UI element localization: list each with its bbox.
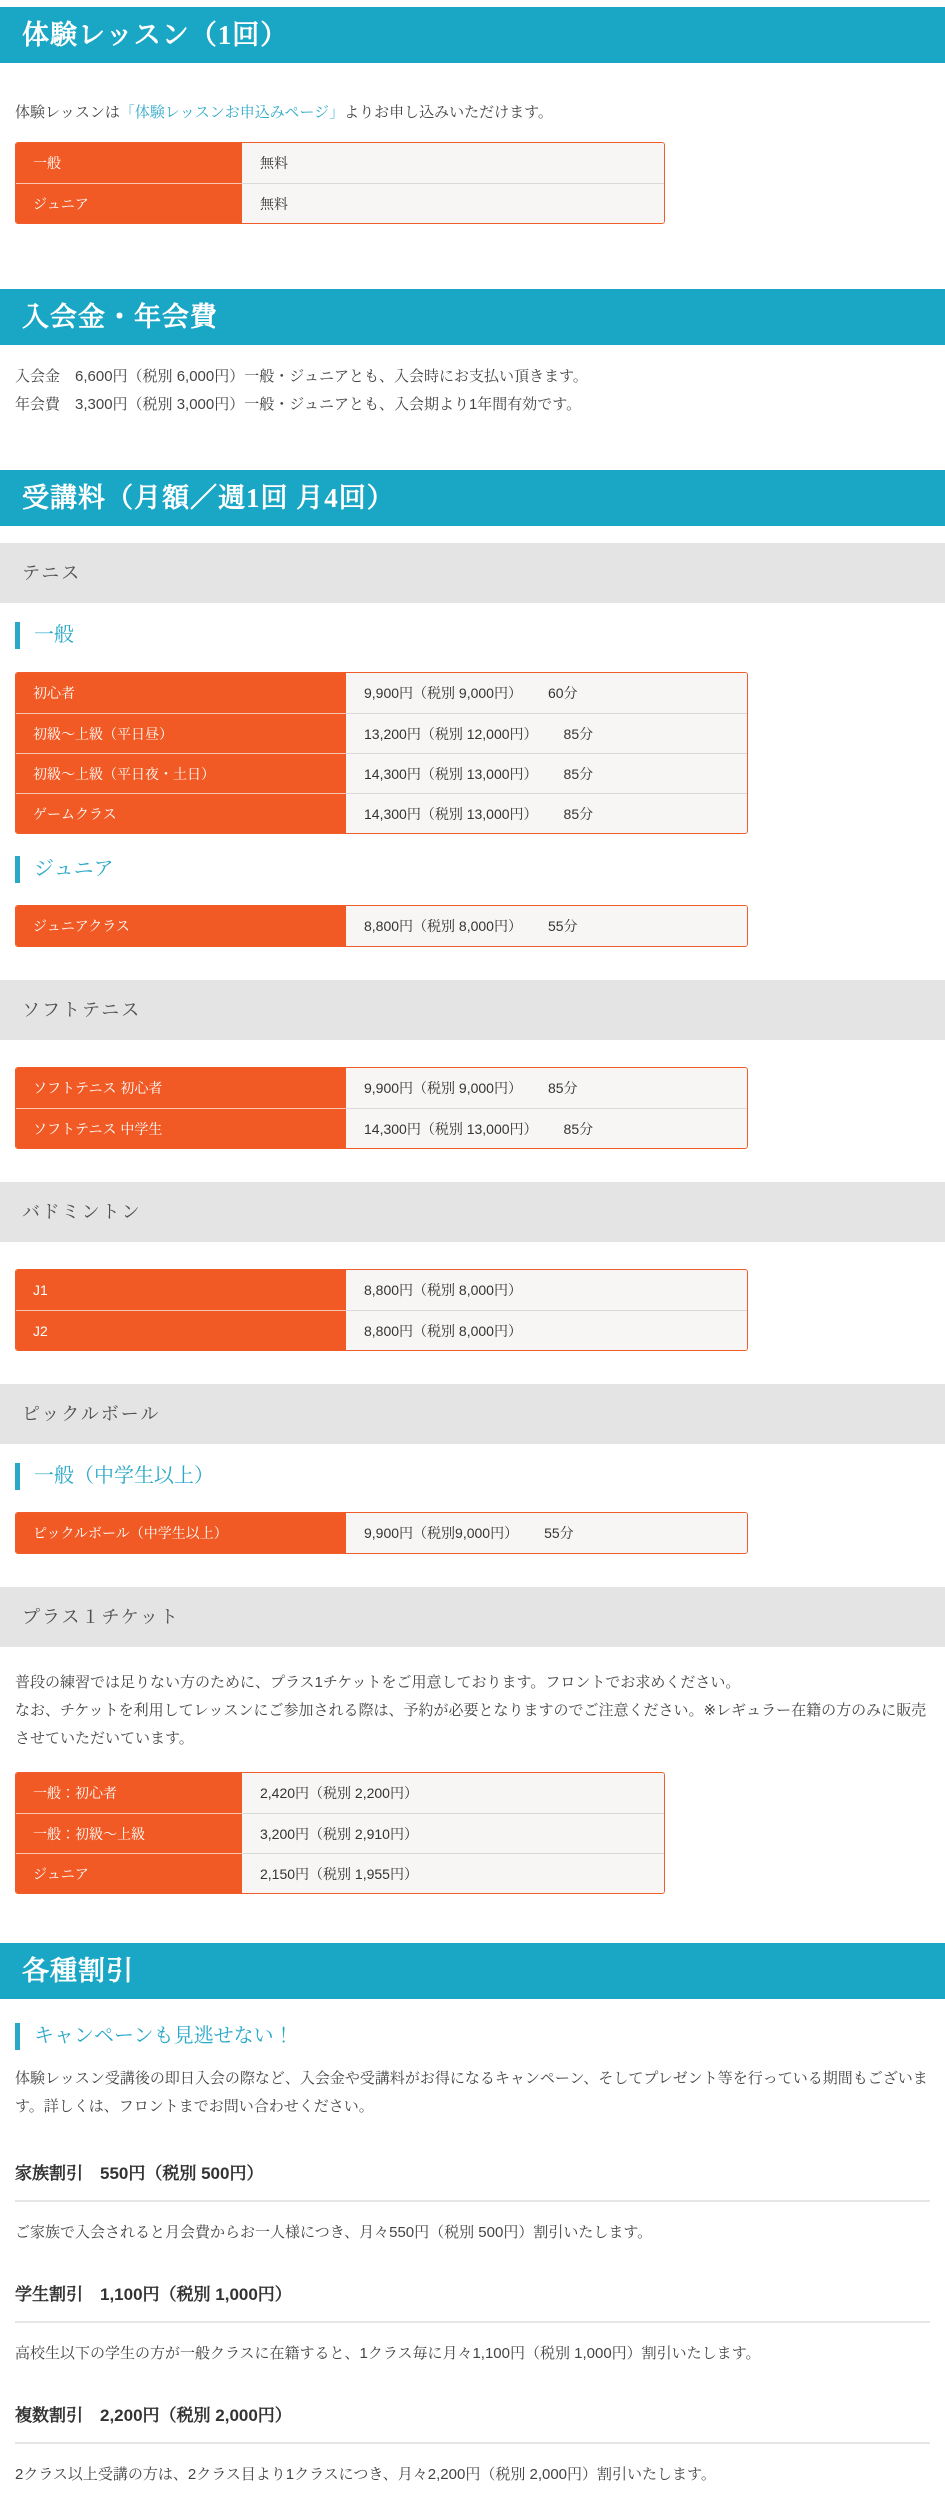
table-row bbox=[16, 1068, 747, 1108]
table-row bbox=[16, 183, 664, 223]
row-label: 初心者 bbox=[16, 673, 346, 713]
row-value bbox=[346, 753, 747, 793]
category-bar-plus-one-ticket: プラス１チケット bbox=[0, 1587, 945, 1647]
row-price: 14,300円（税別 13,000円） bbox=[364, 805, 538, 822]
row-value bbox=[346, 673, 747, 713]
soft-tennis-price-table bbox=[15, 1067, 748, 1149]
row-label: ジュニアクラス bbox=[16, 906, 346, 946]
section-header-membership: 入会金・年会費 bbox=[0, 289, 945, 345]
table-row bbox=[16, 713, 747, 753]
row-value bbox=[242, 1853, 664, 1893]
row-label: 初級～上級（平日昼） bbox=[16, 713, 346, 753]
table-row bbox=[16, 1108, 747, 1148]
row-price: 9,900円（税別 9,000円） bbox=[364, 1080, 522, 1096]
row-label: 一般：初心者 bbox=[16, 1773, 242, 1813]
table-row bbox=[16, 1853, 664, 1893]
row-price: 2,150円（税別 1,955円） bbox=[260, 1865, 418, 1882]
discount-divider bbox=[15, 2200, 930, 2202]
row-label: ソフトテニス 初心者 bbox=[16, 1068, 346, 1108]
row-label: ピックルボール（中学生以上） bbox=[16, 1513, 346, 1553]
trial-apply-link[interactable]: 「体験レッスンお申込みページ」 bbox=[119, 104, 345, 121]
row-duration: 55分 bbox=[544, 1525, 574, 1541]
sub-heading-campaign: キャンペーンも見逃せない！ bbox=[15, 2023, 945, 2050]
row-price: 8,800円（税別 8,000円） bbox=[364, 1282, 522, 1298]
discount-divider bbox=[15, 2321, 930, 2323]
discount-item-desc: ご家族で入会されると月会費からお一人様につき、月々550円（税別 500円）割引いたします。 bbox=[15, 2224, 653, 2241]
row-price: 13,200円（税別 12,000円） bbox=[364, 725, 538, 742]
row-price: 無料 bbox=[260, 155, 288, 171]
membership-paragraph bbox=[15, 363, 930, 419]
tennis-general-price-table bbox=[15, 672, 748, 834]
row-value bbox=[346, 1513, 747, 1553]
discount-item-desc: 高校生以下の学生の方が一般クラスに在籍すると、1クラス毎に月々1,100円（税別 1,000円）割引いたします。 bbox=[15, 2345, 761, 2362]
row-price: 無料 bbox=[260, 195, 288, 212]
row-price: 14,300円（税別 13,000円） bbox=[364, 1120, 538, 1137]
row-duration: 85分 bbox=[563, 1120, 594, 1137]
row-price: 14,300円（税別 13,000円） bbox=[364, 765, 538, 782]
row-value bbox=[346, 1270, 747, 1310]
table-row bbox=[16, 1773, 664, 1813]
discount-divider bbox=[15, 2442, 930, 2444]
row-value bbox=[346, 906, 747, 946]
row-label: ゲームクラス bbox=[16, 793, 346, 833]
row-duration: 60分 bbox=[547, 685, 578, 701]
category-bar-soft-tennis: ソフトテニス bbox=[0, 980, 945, 1040]
table-row bbox=[16, 1270, 747, 1310]
category-bar-pickleball: ピックルボール bbox=[0, 1384, 945, 1444]
row-label: J1 bbox=[16, 1270, 346, 1310]
trial-intro-after: よりお申し込みいただけます。 bbox=[344, 104, 553, 121]
discount-item-title: 家族割引 550円（税別 500円） bbox=[15, 2164, 264, 2183]
row-value bbox=[346, 793, 747, 833]
section-header-tuition: 受講料（月額／週1回 月4回） bbox=[0, 470, 945, 526]
section-header-discounts: 各種割引 bbox=[0, 1943, 945, 1999]
row-label: 初級～上級（平日夜・土日） bbox=[16, 753, 346, 793]
discount-item-title: 学生割引 1,100円（税別 1,000円） bbox=[15, 2285, 292, 2304]
tennis-junior-price-table bbox=[15, 905, 748, 947]
row-duration: 85分 bbox=[547, 1080, 578, 1096]
table-row bbox=[16, 1513, 747, 1553]
table-row bbox=[16, 753, 747, 793]
plus-one-line: なお、チケットを利用してレッスンにご参加される際は、予約が必要となりますのでご注意ください。※レギュラー在籍の方のみに販売させていただいています。 bbox=[15, 1702, 927, 1747]
row-label: ジュニア bbox=[16, 183, 242, 223]
row-label: ソフトテニス 中学生 bbox=[16, 1108, 346, 1148]
table-row bbox=[16, 1310, 747, 1350]
row-duration: 55分 bbox=[547, 918, 578, 934]
plus-one-line: 普段の練習では足りない方のために、プラス1チケットをご用意しております。フロントでお求めください。 bbox=[15, 1674, 741, 1691]
row-value bbox=[242, 183, 664, 223]
row-price: 2,420円（税別 2,200円） bbox=[260, 1785, 418, 1801]
row-value bbox=[242, 1773, 664, 1813]
membership-line: 入会金 6,600円（税別 6,000円）一般・ジュニアとも、入会時にお支払い頂きます。 bbox=[15, 368, 588, 385]
trial-intro-before: 体験レッスンは bbox=[15, 104, 120, 121]
row-label: J2 bbox=[16, 1310, 346, 1350]
row-value bbox=[346, 1068, 747, 1108]
table-row bbox=[16, 143, 664, 183]
row-value bbox=[346, 1310, 747, 1350]
plus-one-paragraph bbox=[15, 1669, 930, 1753]
row-label: 一般：初級～上級 bbox=[16, 1813, 242, 1853]
row-label: ジュニア bbox=[16, 1853, 242, 1893]
row-value bbox=[242, 1813, 664, 1853]
discount-item-desc: 2クラス以上受講の方は、2クラス目より1クラスにつき、月々2,200円（税別 2,000円）割引いたします。 bbox=[15, 2466, 716, 2483]
table-row bbox=[16, 906, 747, 946]
table-row bbox=[16, 1813, 664, 1853]
sub-heading-pickleball-general: 一般（中学生以上） bbox=[15, 1463, 945, 1490]
row-price: 9,900円（税別 9,000円） bbox=[364, 685, 522, 701]
table-row bbox=[16, 793, 747, 833]
trial-intro-paragraph bbox=[15, 99, 930, 127]
row-duration: 85分 bbox=[563, 805, 594, 822]
plus-one-price-table bbox=[15, 1772, 665, 1894]
row-price: 9,900円（税別9,000円） bbox=[364, 1525, 519, 1541]
row-price: 8,800円（税別 8,000円） bbox=[364, 918, 522, 934]
category-bar-badminton: バドミントン bbox=[0, 1182, 945, 1242]
row-duration: 85分 bbox=[563, 725, 594, 742]
discount-item-title: 複数割引 2,200円（税別 2,000円） bbox=[15, 2406, 292, 2425]
sub-heading-tennis-general: 一般 bbox=[15, 622, 945, 649]
sub-heading-tennis-junior: ジュニア bbox=[15, 856, 945, 883]
campaign-paragraph: 体験レッスン受講後の即日入会の際など、入会金や受講料がお得になるキャンペーン、そしてプレゼント等を行っている期間もございます。詳しくは、フロントまでお問い合わせください。 bbox=[15, 2070, 928, 2115]
row-price: 3,200円（税別 2,910円） bbox=[260, 1825, 418, 1842]
row-price: 8,800円（税別 8,000円） bbox=[364, 1322, 522, 1339]
trial-price-table bbox=[15, 142, 665, 224]
row-duration: 85分 bbox=[563, 765, 594, 782]
table-row bbox=[16, 673, 747, 713]
row-label: 一般 bbox=[16, 143, 242, 183]
row-value bbox=[242, 143, 664, 183]
section-header-trial: 体験レッスン（1回） bbox=[0, 7, 945, 63]
row-value bbox=[346, 1108, 747, 1148]
membership-line: 年会費 3,300円（税別 3,000円）一般・ジュニアとも、入会期より1年間有効です。 bbox=[15, 396, 582, 413]
category-bar-tennis: テニス bbox=[0, 543, 945, 603]
row-value bbox=[346, 713, 747, 753]
pickleball-price-table bbox=[15, 1512, 748, 1554]
badminton-price-table bbox=[15, 1269, 748, 1351]
